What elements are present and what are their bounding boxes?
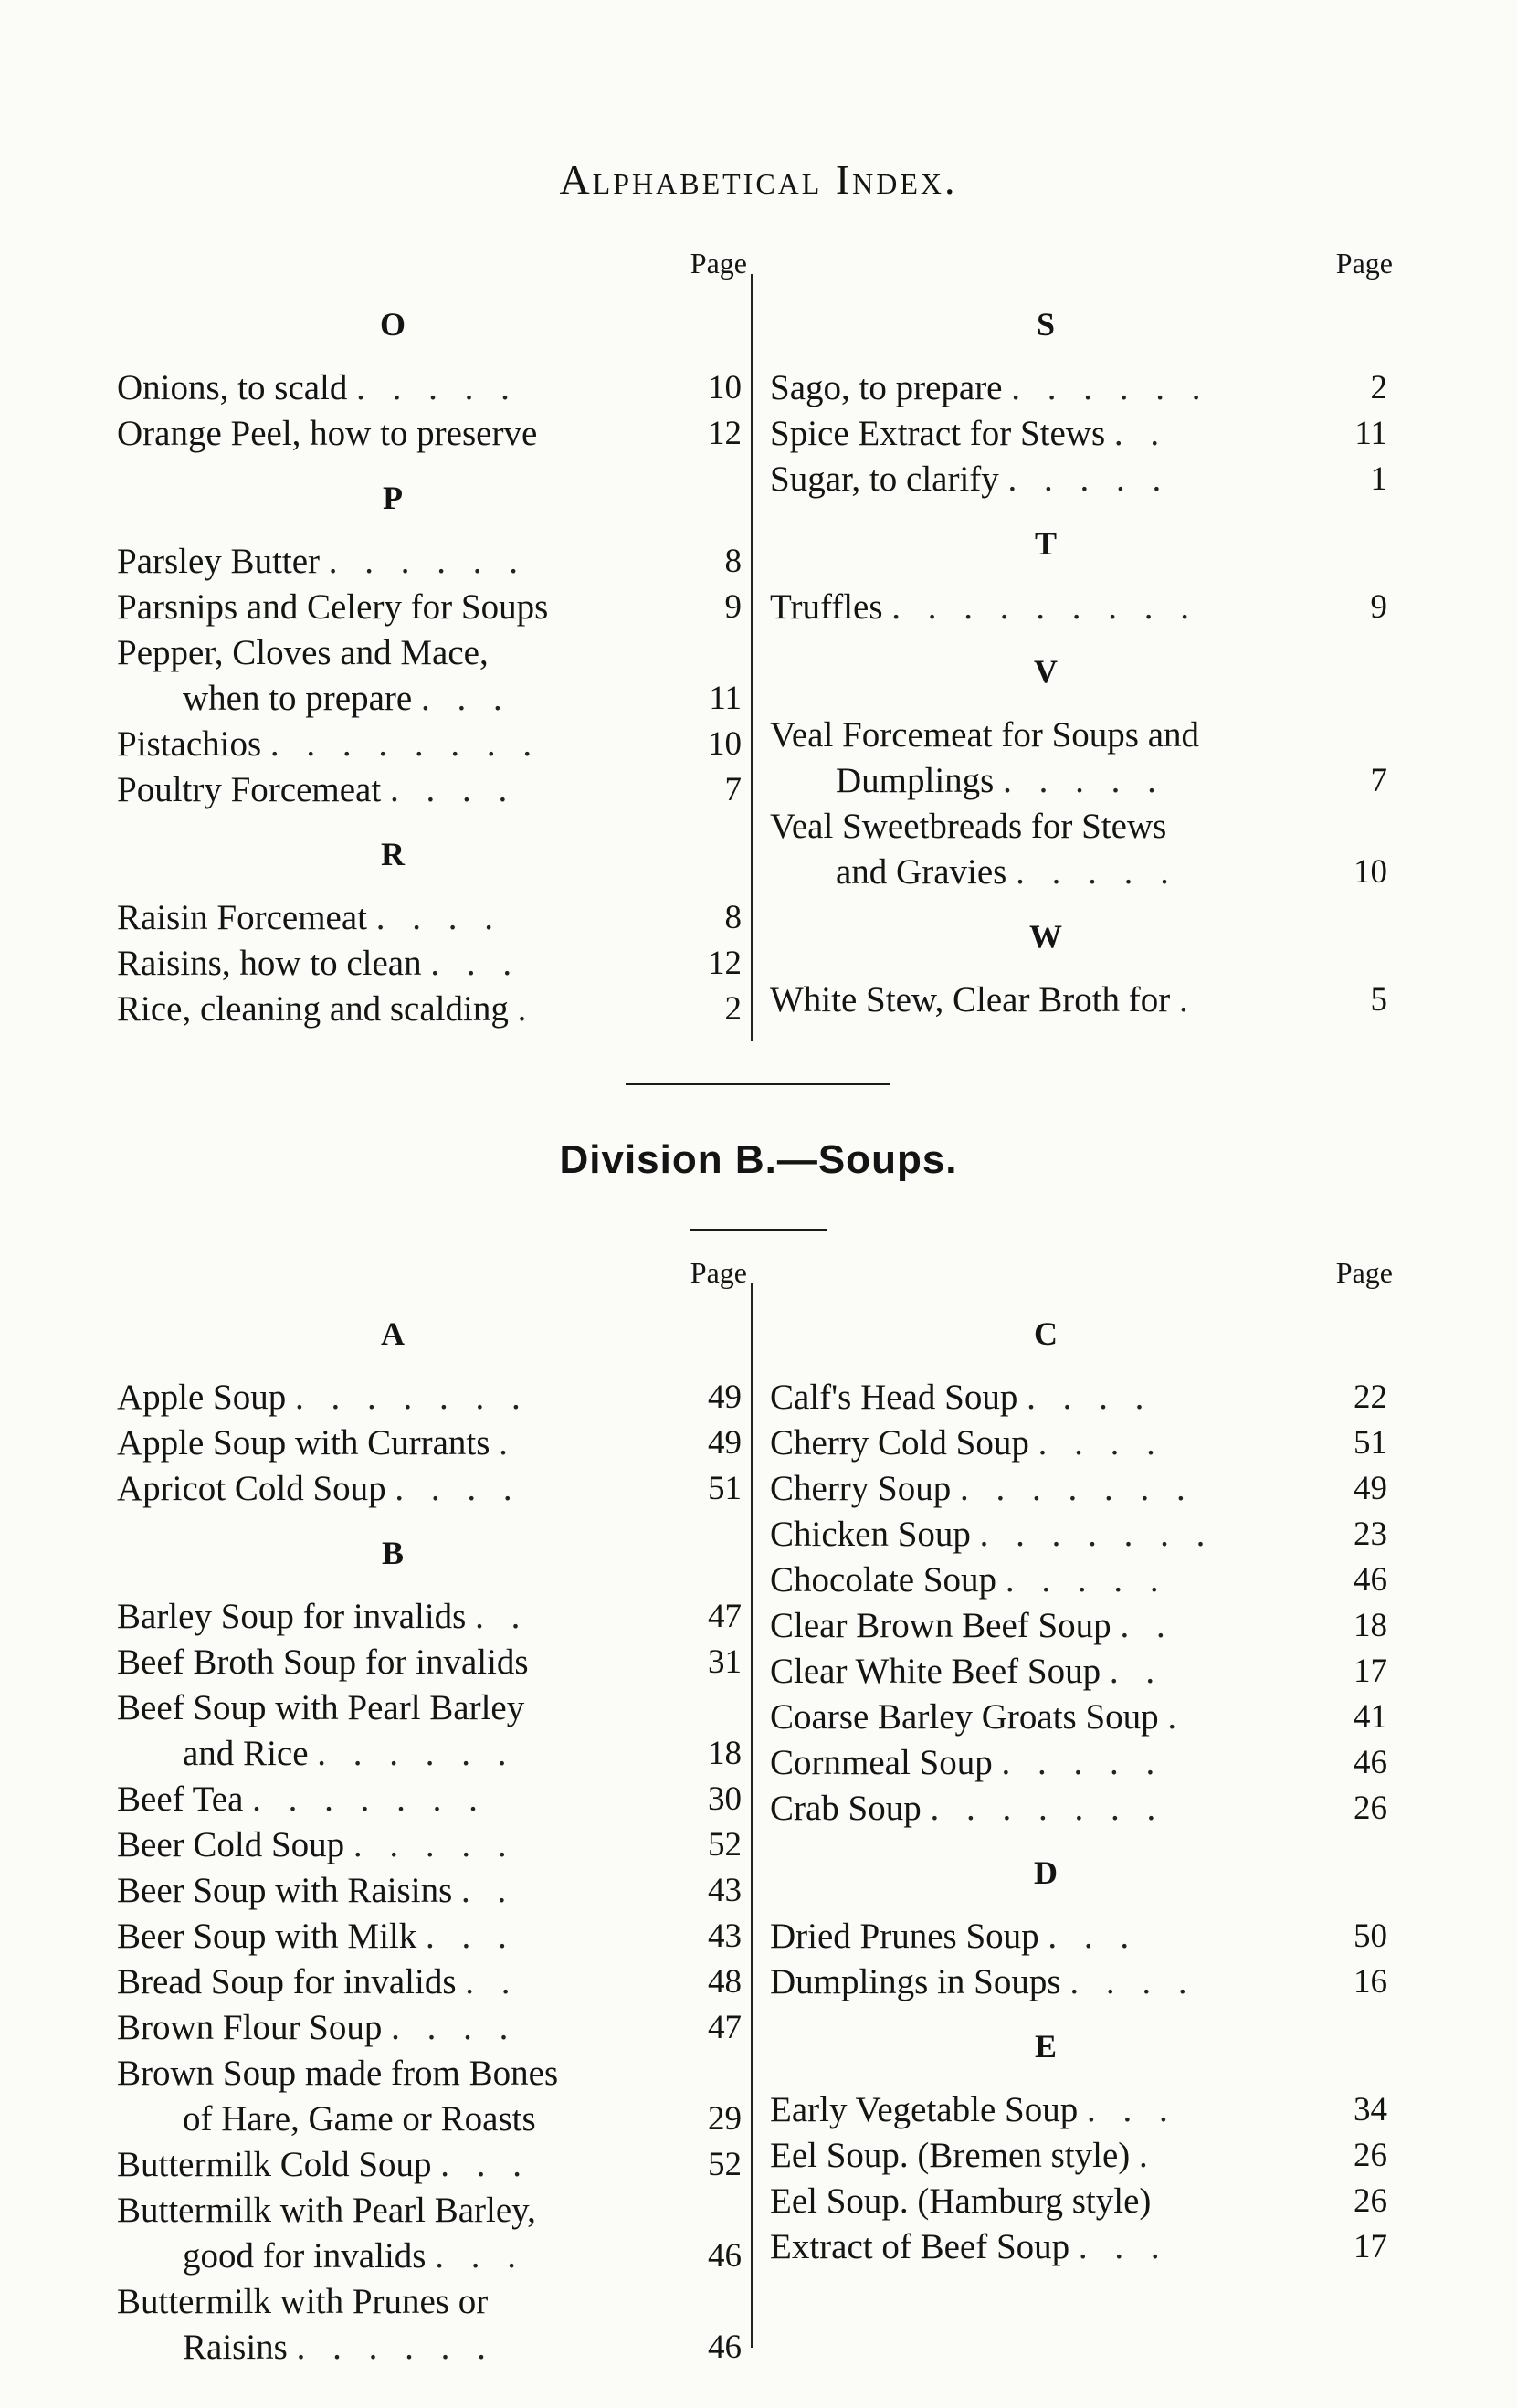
- index-letter-heading: R: [381, 836, 405, 872]
- entry-title: Beef Broth Soup for invalids: [117, 1642, 529, 1682]
- page-number: 47: [708, 1598, 742, 1635]
- page-label: Page: [1335, 1256, 1393, 1289]
- entry-title: Veal Forcemeat for Soups and: [770, 715, 1200, 755]
- leader-dots: . . . .: [391, 2008, 518, 2047]
- page-number: 48: [708, 1963, 742, 2001]
- entry-text: [110, 2188, 667, 2234]
- page-number: 46: [708, 2329, 742, 2366]
- entry-text: [110, 1777, 667, 1822]
- leader-dots: . . . .: [1038, 1423, 1164, 1463]
- page-number: 50: [1354, 1917, 1387, 1955]
- index-entry: [110, 2188, 749, 2279]
- entry-text: [110, 1421, 667, 1466]
- page-column-header: [110, 247, 749, 283]
- leader-dots: . . .: [1078, 2227, 1169, 2266]
- index-entry: [110, 895, 749, 941]
- page-number: 12: [708, 415, 742, 452]
- index-entry: [763, 1421, 1402, 1466]
- index-entry: [763, 2087, 1402, 2133]
- entry-text: [110, 1375, 667, 1421]
- entry-continuation: [763, 758, 1320, 804]
- page-number: 18: [1354, 1607, 1387, 1644]
- index-entry: [110, 1640, 749, 1685]
- index-entry: [110, 630, 749, 722]
- page-number: 52: [708, 2146, 742, 2183]
- entry-text: [763, 804, 1320, 850]
- entry-continuation: [110, 676, 667, 722]
- leader-dots: . .: [1113, 414, 1169, 453]
- page-label: Page: [690, 247, 747, 280]
- entry-text: [763, 1558, 1320, 1603]
- index-entry: [110, 1959, 749, 2005]
- leader-dots: . . . . .: [1001, 1743, 1164, 1782]
- leader-dots: . . .: [430, 944, 521, 983]
- leader-dots: . . . . . .: [328, 542, 528, 581]
- entry-title: Sugar, to clarify: [770, 459, 999, 499]
- entry-text: [763, 1695, 1320, 1740]
- leader-dots: .: [499, 1423, 517, 1463]
- entry-title: Extract of Beef Soup: [770, 2227, 1070, 2266]
- leader-dots: . . . . . . .: [960, 1469, 1195, 1508]
- index-entry: [110, 767, 749, 813]
- index-letter-heading: E: [1034, 2028, 1057, 2065]
- entry-title: Bread Soup for invalids: [117, 1962, 457, 2001]
- entry-continuation: [110, 2096, 667, 2142]
- entry-text: [110, 365, 667, 411]
- page-number: 11: [709, 680, 742, 717]
- index-entry: [110, 1466, 749, 1512]
- entry-text: [763, 1740, 1320, 1786]
- leader-dots: . . . . . .: [296, 2328, 495, 2367]
- entry-text: [110, 539, 667, 585]
- entry-title: Barley Soup for invalids: [117, 1597, 467, 1636]
- entry-text: [763, 1512, 1320, 1558]
- page-number: 11: [1354, 415, 1387, 452]
- entry-text: [763, 1603, 1320, 1649]
- page-number: 49: [1354, 1470, 1387, 1507]
- page-number: 43: [708, 1917, 742, 1955]
- entry-title: Orange Peel, how to preserve: [117, 414, 538, 453]
- index-entry: [110, 941, 749, 987]
- page-number: 16: [1354, 1963, 1387, 2001]
- entry-text: [110, 767, 667, 813]
- entry-continuation-text: and Rice: [183, 1734, 309, 1773]
- page-number: 29: [708, 2100, 742, 2138]
- page-number: 18: [708, 1735, 742, 1772]
- entry-text: [763, 411, 1320, 457]
- index-letter-heading: C: [1034, 1315, 1058, 1352]
- entry-title: Beer Soup with Raisins: [117, 1871, 453, 1910]
- index-entry: [763, 1959, 1402, 2005]
- index-entry: [763, 1603, 1402, 1649]
- entry-title: Beef Soup with Pearl Barley: [117, 1688, 525, 1727]
- index-entry: [763, 1558, 1402, 1603]
- page-number: 5: [1370, 981, 1387, 1019]
- page-number: 49: [708, 1424, 742, 1462]
- entry-title: Poultry Forcemeat: [117, 770, 382, 809]
- index-entry: [763, 1740, 1402, 1786]
- index-column-right: [763, 247, 1402, 1023]
- leader-dots: .: [1139, 2136, 1157, 2175]
- page-number: 30: [708, 1780, 742, 1818]
- entry-title: Buttermilk Cold Soup: [117, 2145, 432, 2184]
- leader-dots: . . . . .: [1005, 1560, 1168, 1600]
- entry-title: Brown Soup made from Bones: [117, 2054, 559, 2093]
- entry-title: Raisins, how to clean: [117, 944, 422, 983]
- index-letter-heading: D: [1034, 1854, 1058, 1891]
- page-number: 12: [708, 945, 742, 982]
- entry-text: [110, 1868, 667, 1914]
- entry-continuation-text: and Gravies: [836, 852, 1007, 892]
- leader-dots: . . . . . . . . .: [891, 587, 1199, 627]
- entry-title: Clear White Beef Soup: [770, 1652, 1101, 1691]
- entry-title: Dried Prunes Soup: [770, 1917, 1039, 1956]
- page-column-header: [763, 247, 1402, 283]
- entry-text: [110, 895, 667, 941]
- entry-title: Early Vegetable Soup: [770, 2090, 1079, 2129]
- entry-text: [763, 2133, 1320, 2179]
- entry-text: [763, 713, 1320, 758]
- index-entry: [763, 1466, 1402, 1512]
- entry-text: [763, 1649, 1320, 1695]
- index-entry: [110, 1868, 749, 1914]
- entry-text: [110, 585, 667, 630]
- entry-title: Truffles: [770, 587, 883, 627]
- index-entry: [763, 2224, 1402, 2270]
- page-number: 7: [1370, 762, 1387, 799]
- entry-title: Cornmeal Soup: [770, 1743, 993, 1782]
- leader-dots: . . . .: [389, 770, 517, 809]
- index-entry: [110, 1914, 749, 1959]
- index-entry: [110, 2142, 749, 2188]
- leader-dots: . . . . . . . .: [269, 724, 542, 764]
- column-divider: [751, 1283, 753, 2348]
- entry-title: Coarse Barley Groats Soup: [770, 1697, 1159, 1737]
- entry-title: Apple Soup with Currants: [117, 1423, 490, 1463]
- entry-text: [763, 2224, 1320, 2270]
- page-column-header: [110, 1256, 749, 1293]
- entry-continuation-text: Dumplings: [836, 761, 995, 800]
- entry-title: Calf's Head Soup: [770, 1378, 1018, 1417]
- entry-title: Sago, to prepare: [770, 368, 1003, 407]
- leader-dots: .: [1179, 980, 1197, 1019]
- leader-dots: . . . . .: [1003, 761, 1165, 800]
- page-label: Page: [690, 1256, 747, 1289]
- entry-title: White Stew, Clear Broth for: [770, 980, 1171, 1019]
- entry-text: [763, 365, 1320, 411]
- index-entry: [763, 804, 1402, 895]
- entry-continuation: [110, 1731, 667, 1777]
- leader-dots: . . . . .: [1007, 459, 1171, 499]
- entry-text: [763, 1466, 1320, 1512]
- leader-dots: . . . .: [1069, 1962, 1196, 2001]
- leader-dots: . . . . .: [1016, 852, 1178, 892]
- entry-title: Clear Brown Beef Soup: [770, 1606, 1111, 1645]
- entry-text: [763, 2179, 1320, 2224]
- page-number: 10: [708, 369, 742, 407]
- entry-text: [110, 1822, 667, 1868]
- entry-text: [763, 1786, 1320, 1832]
- index-entry: [110, 1822, 749, 1868]
- entry-title: Veal Sweetbreads for Stews: [770, 807, 1167, 846]
- page-number: 22: [1354, 1378, 1387, 1416]
- entry-text: [110, 2142, 667, 2188]
- leader-dots: . .: [1109, 1652, 1164, 1691]
- entry-text: [110, 1466, 667, 1512]
- leader-dots: . . . . . . .: [979, 1515, 1215, 1554]
- index-entry: [763, 585, 1402, 630]
- entry-title: Apricot Cold Soup: [117, 1469, 386, 1508]
- index-entry: [763, 1695, 1402, 1740]
- entry-title: Buttermilk with Prunes or: [117, 2282, 489, 2321]
- index-entry: [763, 977, 1402, 1023]
- entry-text: [110, 722, 667, 767]
- entry-title: Crab Soup: [770, 1789, 922, 1828]
- entry-continuation-text: good for invalids: [183, 2236, 427, 2276]
- division-title: Division B.—Soups.: [559, 1137, 958, 1182]
- leader-dots: . . . .: [1027, 1378, 1154, 1417]
- index-entry: [110, 2005, 749, 2051]
- leader-dots: . .: [475, 1597, 530, 1636]
- page-number: 2: [1370, 369, 1387, 407]
- page-number: 17: [1354, 1653, 1387, 1690]
- entry-continuation: [110, 2325, 667, 2371]
- index-letter-heading: P: [383, 480, 403, 516]
- page-number: 26: [1354, 1790, 1387, 1827]
- leader-dots: . . .: [426, 1917, 516, 1956]
- entry-title: Buttermilk with Pearl Barley,: [117, 2191, 536, 2230]
- entry-title: Cherry Soup: [770, 1469, 952, 1508]
- index-column-left: [110, 247, 749, 1032]
- leader-dots: . . .: [1048, 1917, 1139, 1956]
- leader-dots: . .: [461, 1871, 516, 1910]
- section-rule: [626, 1083, 890, 1085]
- index-entry: [110, 1594, 749, 1640]
- entry-title: Cherry Cold Soup: [770, 1423, 1029, 1463]
- entry-title: Chocolate Soup: [770, 1560, 997, 1600]
- index-letter-heading: O: [379, 306, 406, 343]
- leader-dots: . .: [1120, 1606, 1175, 1645]
- index-letter-heading: A: [381, 1315, 405, 1352]
- page-number: 47: [708, 2009, 742, 2046]
- index-entry: [110, 1685, 749, 1777]
- leader-dots: . . . . . .: [317, 1734, 516, 1773]
- page-number: 49: [708, 1378, 742, 1416]
- entry-title: Brown Flour Soup: [117, 2008, 383, 2047]
- page-number: 52: [708, 1826, 742, 1864]
- entry-title: Pistachios: [117, 724, 262, 764]
- page-label: Page: [1335, 247, 1393, 280]
- page-column-header: [763, 1256, 1402, 1293]
- page-number: 46: [1354, 1744, 1387, 1781]
- index-letter-heading: S: [1036, 306, 1056, 343]
- leader-dots: . . .: [440, 2145, 532, 2184]
- index-letter-heading: V: [1034, 653, 1058, 690]
- index-column-right: [763, 1256, 1402, 2270]
- index-entry: [763, 1914, 1402, 1959]
- page-number: 9: [724, 588, 742, 626]
- entry-title: Pepper, Cloves and Mace,: [117, 633, 489, 672]
- page-number: 46: [708, 2237, 742, 2275]
- entry-title: Rice, cleaning and scalding: [117, 989, 509, 1029]
- entry-continuation-text: Raisins: [183, 2328, 288, 2367]
- entry-title: Spice Extract for Stews: [770, 414, 1106, 453]
- leader-dots: . . . .: [395, 1469, 521, 1508]
- leader-dots: .: [517, 989, 536, 1029]
- entry-title: Beer Cold Soup: [117, 1825, 345, 1864]
- entry-text: [763, 2087, 1320, 2133]
- index-entry: [763, 2179, 1402, 2224]
- page-number: 26: [1354, 2137, 1387, 2174]
- page-number: 7: [724, 771, 742, 808]
- page-number: 8: [724, 899, 742, 936]
- page-number: 51: [708, 1470, 742, 1507]
- index-entry: [110, 539, 749, 585]
- leader-dots: . . . . .: [356, 368, 519, 407]
- page-number: 10: [1354, 853, 1387, 891]
- entry-title: Apple Soup: [117, 1378, 287, 1417]
- index-entry: [110, 987, 749, 1032]
- entry-text: [110, 2279, 667, 2325]
- page-title: Alphabetical Index.: [559, 156, 958, 203]
- index-letter-heading: T: [1034, 525, 1057, 562]
- entry-text: [110, 630, 667, 676]
- entry-text: [763, 977, 1320, 1023]
- index-entry: [110, 365, 749, 411]
- entry-title: Onions, to scald: [117, 368, 348, 407]
- index-entry: [763, 1512, 1402, 1558]
- index-entry: [110, 722, 749, 767]
- entry-title: Dumplings in Soups: [770, 1962, 1061, 2001]
- leader-dots: .: [1167, 1697, 1186, 1737]
- index-entry: [763, 1786, 1402, 1832]
- entry-continuation: [763, 850, 1320, 895]
- column-divider: [751, 274, 753, 1041]
- entry-continuation-text: when to prepare: [183, 679, 413, 718]
- entry-continuation-text: of Hare, Game or Roasts: [183, 2099, 536, 2139]
- page-number: 51: [1354, 1424, 1387, 1462]
- entry-text: [763, 585, 1320, 630]
- entry-text: [110, 987, 667, 1032]
- index-entry: [763, 2133, 1402, 2179]
- entry-title: Beer Soup with Milk: [117, 1917, 417, 1956]
- entry-text: [110, 1685, 667, 1731]
- page-number: 17: [1354, 2228, 1387, 2265]
- leader-dots: . .: [465, 1962, 520, 2001]
- index-entry: [110, 1421, 749, 1466]
- index-entry: [110, 1375, 749, 1421]
- leader-dots: . . . . . . .: [930, 1789, 1165, 1828]
- entry-text: [110, 1914, 667, 1959]
- entry-text: [110, 1640, 667, 1685]
- entry-title: Chicken Soup: [770, 1515, 971, 1554]
- index-entry: [110, 2051, 749, 2142]
- entry-text: [110, 2051, 667, 2096]
- leader-dots: . . . . . . .: [295, 1378, 530, 1417]
- page-number: 43: [708, 1872, 742, 1909]
- index-letter-heading: W: [1029, 918, 1062, 955]
- index-column-left: [110, 1256, 749, 2371]
- entry-title: Beef Tea: [117, 1780, 244, 1819]
- index-entry: [110, 2279, 749, 2371]
- entry-title: Eel Soup. (Hamburg style): [770, 2181, 1152, 2221]
- entry-text: [763, 1375, 1320, 1421]
- index-entry: [110, 1777, 749, 1822]
- leader-dots: . . . . . . .: [252, 1780, 487, 1819]
- index-entry: [763, 713, 1402, 804]
- title-rule: [690, 1229, 827, 1231]
- entry-title: Eel Soup. (Bremen style): [770, 2136, 1131, 2175]
- page-number: 31: [708, 1643, 742, 1681]
- entry-text: [763, 1914, 1320, 1959]
- index-entry: [763, 1375, 1402, 1421]
- page-number: 46: [1354, 1561, 1387, 1599]
- leader-dots: . . .: [420, 679, 511, 718]
- page-number: 41: [1354, 1698, 1387, 1736]
- entry-title: Parsley Butter: [117, 542, 321, 581]
- index-entry: [110, 411, 749, 457]
- index-entry: [763, 365, 1402, 411]
- index-entry: [763, 457, 1402, 502]
- entry-text: [763, 457, 1320, 502]
- index-section-1: [110, 247, 1406, 1051]
- leader-dots: . . .: [1086, 2090, 1177, 2129]
- page-number: 23: [1354, 1516, 1387, 1553]
- entry-title: Parsnips and Celery for Soups: [117, 587, 549, 627]
- index-entry: [763, 1649, 1402, 1695]
- leader-dots: . . . .: [375, 898, 503, 937]
- entry-text: [110, 941, 667, 987]
- leader-dots: . . . . . .: [1011, 368, 1210, 407]
- entry-text: [763, 1421, 1320, 1466]
- page-number: 34: [1354, 2091, 1387, 2128]
- entry-text: [110, 1594, 667, 1640]
- page-number: 9: [1370, 588, 1387, 626]
- entry-text: [110, 1959, 667, 2005]
- index-entry: [763, 411, 1402, 457]
- entry-continuation: [110, 2234, 667, 2279]
- index-entry: [110, 585, 749, 630]
- entry-text: [763, 1959, 1320, 2005]
- index-section-2: [110, 1256, 1406, 2367]
- entry-text: [110, 411, 667, 457]
- index-letter-heading: B: [381, 1535, 404, 1571]
- page-number: 26: [1354, 2182, 1387, 2220]
- entry-text: [110, 2005, 667, 2051]
- page-number: 10: [708, 725, 742, 763]
- entry-title: Raisin Forcemeat: [117, 898, 368, 937]
- page-number: 1: [1370, 460, 1387, 498]
- leader-dots: . . .: [435, 2236, 525, 2276]
- leader-dots: . . . . .: [353, 1825, 516, 1864]
- page-number: 2: [724, 990, 742, 1028]
- page-number: 8: [724, 543, 742, 580]
